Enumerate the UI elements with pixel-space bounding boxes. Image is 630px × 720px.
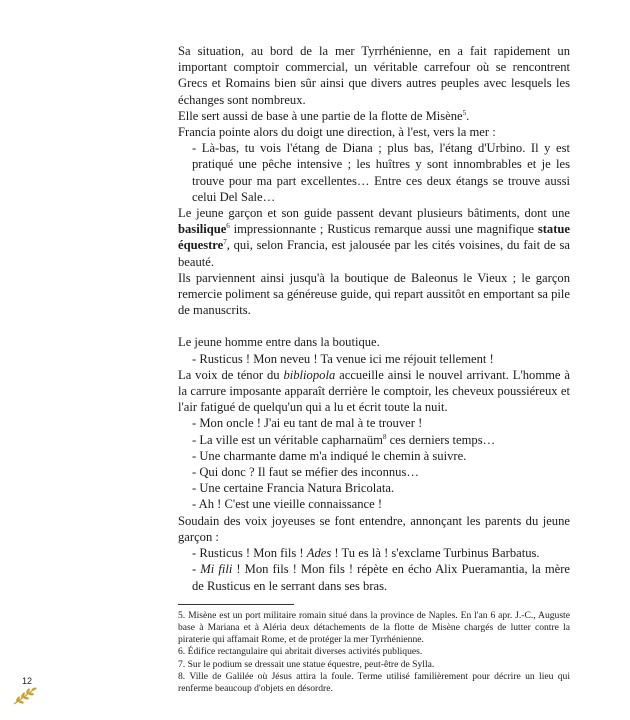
dialogue-line: - Rusticus ! Mon neveu ! Ta venue ici me réjouit tellement ! xyxy=(192,351,494,366)
dialogue-line: - Mi fili ! Mon fils ! Mon fils ! répète en écho Alix Pueramantia, la mère de Rusticus en le serrant dans ses bras. xyxy=(192,562,571,593)
footnote-ref: 8 xyxy=(382,432,387,441)
page-number: 12 xyxy=(22,676,33,686)
paragraph: Ils parviennent ainsi jusqu'à la boutique de Baleonus le Vieux ; le garçon remercie poliment sa généreuse guide, qui repart aussitôt en emportant sa pile de manuscrits. xyxy=(178,270,570,318)
paragraph: La voix de ténor du bibliopola accueille ainsi le nouvel arrivant. L'homme à la carrure imposante apparaît derrière le comptoir, les cheveux poussiéreux et l'air fatigué de quelqu'un qui a lu et écrit toute la nuit. xyxy=(178,367,570,415)
dialogue-line: - Ah ! C'est une vieille connaissance ! xyxy=(192,497,383,512)
page-body xyxy=(178,43,570,695)
footnote: 8. Ville de Galilée où Jésus attira la foule. Terme utilisé familièrement pour décrire un lieu qui renferme beaucoup d'objets en désordre. xyxy=(178,670,570,694)
dialogue-line: - Qui donc ? Il faut se méfier des inconnus… xyxy=(192,465,419,480)
dialogue-line: - Une charmante dame m'a indiqué le chemin à suivre. xyxy=(192,448,467,463)
dialogue-line: - Là-bas, tu vois l'étang de Diana ; plus bas, l'étang d'Urbino. Il y est pratiqué une pêche intensive ; les huîtres y sont innombrables et je les trouve pour ma part excellentes… Entre ces deux étangs se trouve aussi celui Del Sale… xyxy=(192,141,570,204)
footnote: 6. Édifice rectangulaire qui abritait diverses activités publiques. xyxy=(178,646,423,658)
dialogue-line: - Rusticus ! Mon fils ! Ades ! Tu es là ! s'exclame Turbinus Barbatus. xyxy=(192,546,540,561)
laurel-branch-icon xyxy=(12,686,38,706)
footnote-ref: 5 xyxy=(462,108,467,117)
paragraph: Francia pointe alors du doigt une direction, à l'est, vers la mer : xyxy=(178,125,496,140)
footnote: 5. Misène est un port militaire romain situé dans la province de Naples. En l'an 6 apr. J.-C., Auguste base à Mariana et à Aléria deux détachements de la flotte de Misène chargés de lutter contre la piraterie qui affamait Rome, et de protéger la mer Tyrrhénienne. xyxy=(178,609,570,646)
paragraph: Elle sert aussi de base à une partie de la flotte de Misène$^5$. xyxy=(178,108,470,123)
footnote-ref: 7 xyxy=(223,238,227,247)
dialogue-line: - Une certaine Francia Natura Bricolata. xyxy=(192,481,395,496)
paragraph: Le jeune garçon et son guide passent devant plusieurs bâtiments, dont une basilique$^6$ impressionnante ; Rusticus remarque aussi une magnifique statue équestre$^7$, qui, selon Francia, est jalousée par les cités voisines, du fait de sa beauté. xyxy=(178,206,570,269)
paragraph: Le jeune homme entre dans la boutique. xyxy=(178,335,380,350)
dialogue-line: - Mon oncle ! J'ai eu tant de mal à te trouver ! xyxy=(192,416,423,431)
paragraph: Sa situation, au bord de la mer Tyrrhénienne, en a fait rapidement un important comptoir commercial, un véritable carrefour où se rencontrent Grecs et Romains bien sûr ainsi que divers autres peuples avec lesquels les échanges sont nombreux. xyxy=(178,44,570,107)
footnote-ref: 6 xyxy=(226,222,230,231)
footnote-divider xyxy=(178,604,294,605)
dialogue-line: - La ville est un véritable capharnaüm$^8$ ces derniers temps… xyxy=(192,432,496,447)
paragraph: Soudain des voix joyeuses se font entendre, annonçant les parents du jeune garçon : xyxy=(178,513,570,544)
footnote: 7. Sur le podium se dressait une statue équestre, peut-être de Sylla. xyxy=(178,658,435,670)
